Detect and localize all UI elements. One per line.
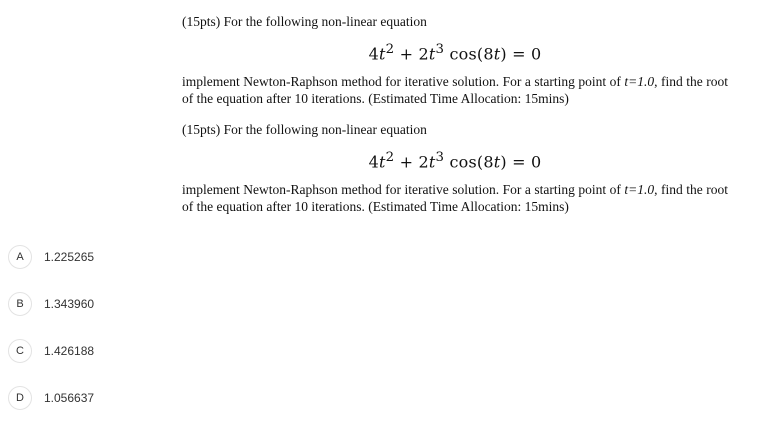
answer-option-d[interactable] <box>8 385 94 411</box>
option-letter-badge: D <box>8 386 32 410</box>
option-value: 1.426188 <box>44 344 95 358</box>
option-value: 1.343960 <box>44 297 95 311</box>
question-heading: (15pts) For the following non-linear equation <box>182 122 427 137</box>
answer-option-b[interactable] <box>8 291 94 317</box>
equation: $4t^2 + 2t^3$ cos(8t) = 0 <box>368 42 542 64</box>
option-value: 1.056637 <box>44 391 95 405</box>
answer-option-c[interactable] <box>8 338 94 364</box>
option-value: 1.225265 <box>44 250 95 264</box>
question-heading: (15pts) For the following non-linear equation <box>182 14 427 29</box>
question-body: implement Newton-Raphson method for iterative solution. For a starting point of t=1.0, find the root of the equation after 10 iterations. (Estimated Time Allocation: 15mins) <box>182 74 728 107</box>
option-letter-badge: B <box>8 292 32 316</box>
answer-option-a[interactable] <box>8 244 94 270</box>
equation: $4t^2 + 2t^3$ cos(8t) = 0 <box>368 150 542 172</box>
question-block-1 <box>182 13 728 107</box>
question-body: implement Newton-Raphson method for iterative solution. For a starting point of t=1.0, find the root of the equation after 10 iterations. (Estimated Time Allocation: 15mins) <box>182 182 728 215</box>
question-block-2 <box>182 121 728 215</box>
option-letter-badge: C <box>8 339 32 363</box>
option-letter-badge: A <box>8 245 32 269</box>
